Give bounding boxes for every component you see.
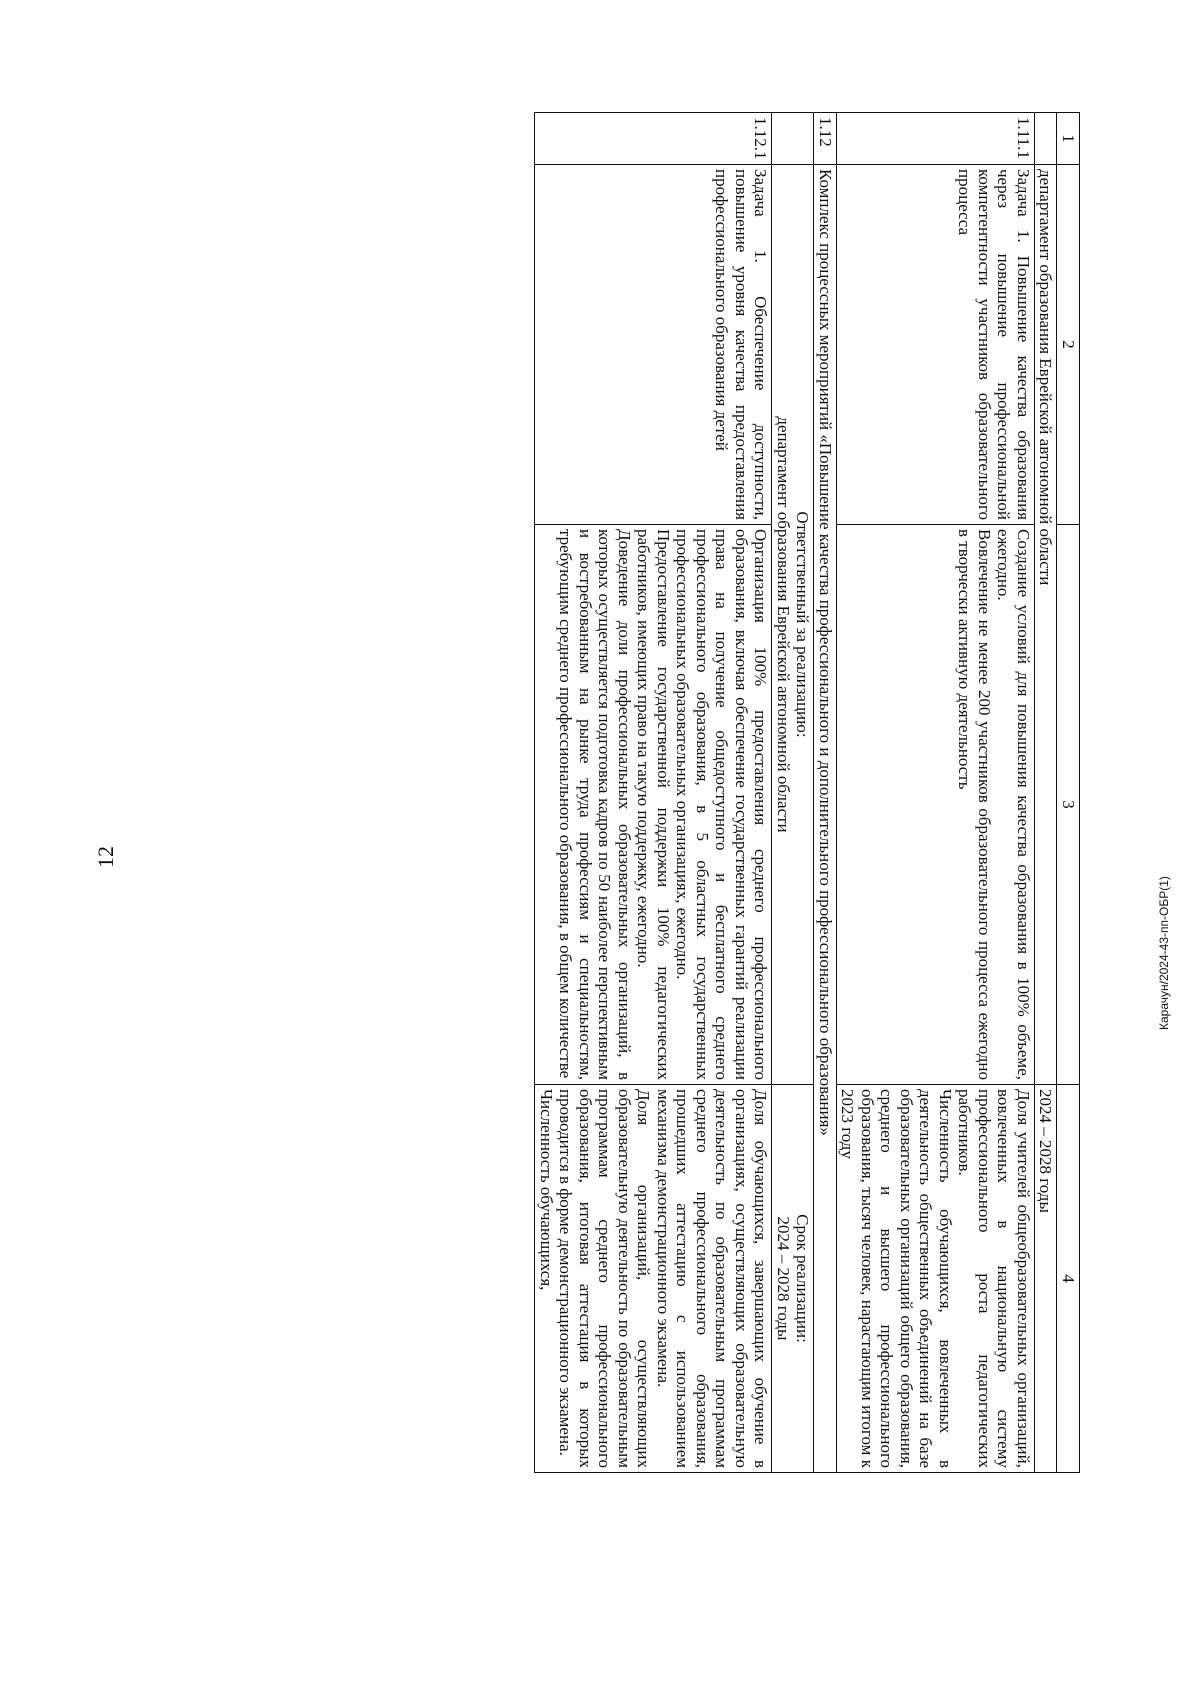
term-value: 2024 – 2028 годы (774, 1216, 793, 1341)
row-number: 1.12 (814, 113, 837, 165)
effect-text: Организация 100% предоставления среднего профессионального образования, включая обеспечение государственных гарантий реализации права на получение общедоступного и бесплатного среднего профессионального образования, в 5 областных государственных профессиональных образовательных организациях, ежегодно. (673, 529, 771, 1080)
responsible-cell: департамент образования Еврейской автономной области (1035, 165, 1058, 1085)
table-row (535, 113, 772, 1473)
term-cell (772, 1085, 814, 1473)
header-col-2: 2 (1057, 165, 1080, 525)
effects-cell (837, 525, 1035, 1085)
activity-table (535, 112, 1081, 1473)
responsible-cell (772, 165, 814, 1085)
responsible-label: Ответственный за реализацию: (793, 511, 813, 738)
task-cell: Задача 1. Повышение качества образования через повышение профессиональной компетентности участников образовательного процесса (837, 165, 1035, 525)
task-cell: Задача 1. Обеспечение доступности, повышение уровня качества предоставления профессионального образования детей (535, 165, 772, 525)
indicator-text: Численность обучающихся, (537, 1089, 556, 1291)
term-label: Срок реализации: (793, 1214, 813, 1343)
table-row-responsible (1035, 113, 1058, 1473)
row-number: 1.11.1 (837, 113, 1035, 165)
effect-text: Создание условий для повышения качества образования в 100% объеме, ежегодно. (994, 529, 1033, 1080)
effect-text: Доведение доли профессиональных образовательных организаций, в которых осуществляется подготовка кадров по 50 наиболее перспективным и востребованным на рынке труда профессиям и специальностям, требующим среднего профессионального образования, в общем количестве (556, 529, 634, 1080)
section-title: Комплекс процессных мероприятий «Повышение качества профессионального и дополнительного профессионального образования» (814, 165, 837, 1473)
header-col-1: 1 (1057, 113, 1080, 165)
indicator-text: Численность обучающихся, вовлеченных в деятельность общественных объединений на базе образовательных организаций общего образования, среднего и высшего профессионального образования, тысяч человек, нарастающим итогом к 2023 году (838, 1089, 955, 1468)
footer-document-code: Карачун/2024-43-пп-ОБР(1) (1157, 876, 1171, 1030)
responsible-value: департамент образования Еврейской автономной области (774, 416, 793, 833)
header-col-3: 3 (1057, 525, 1080, 1085)
effect-text: Предоставление государственной поддержки 100% педагогических работников, имеющих право на такую поддержку, ежегодно. (634, 529, 673, 1080)
indicator-text: Доля обучающихся, завершающих обучение в организациях, осуществляющих образовательную деятельность по образовательным программам среднего профессионального образования, прошедших аттестацию с использованием механизма демонстрационного экзамена. (654, 1089, 771, 1468)
indicators-cell (837, 1085, 1035, 1473)
table-row-section (814, 113, 837, 1473)
page-number: 12 (93, 846, 118, 868)
indicator-text: Доля учителей общеобразовательных организаций, вовлеченных в национальную систему профессионального роста педагогических работников. (955, 1089, 1033, 1468)
rotated-page-content (180, 112, 1080, 1472)
row-number: 1.12.1 (535, 113, 772, 165)
effects-cell (535, 525, 772, 1085)
table-row (837, 113, 1035, 1473)
effect-text: Вовлечение не менее 200 участников образовательного процесса ежегодно в творчески активную деятельность (955, 529, 994, 1080)
header-col-4: 4 (1057, 1085, 1080, 1473)
term-cell: 2024 – 2028 годы (1035, 1085, 1058, 1473)
indicators-cell (535, 1085, 772, 1473)
table-row-section-meta (772, 113, 814, 1473)
indicator-text: Доля организаций, осуществляющих образовательную деятельность по образовательным программам среднего профессионального образования, итоговая аттестация в которых проводится в форме демонстрационного экзамена. (556, 1089, 654, 1468)
table-header-row (1057, 113, 1080, 1473)
